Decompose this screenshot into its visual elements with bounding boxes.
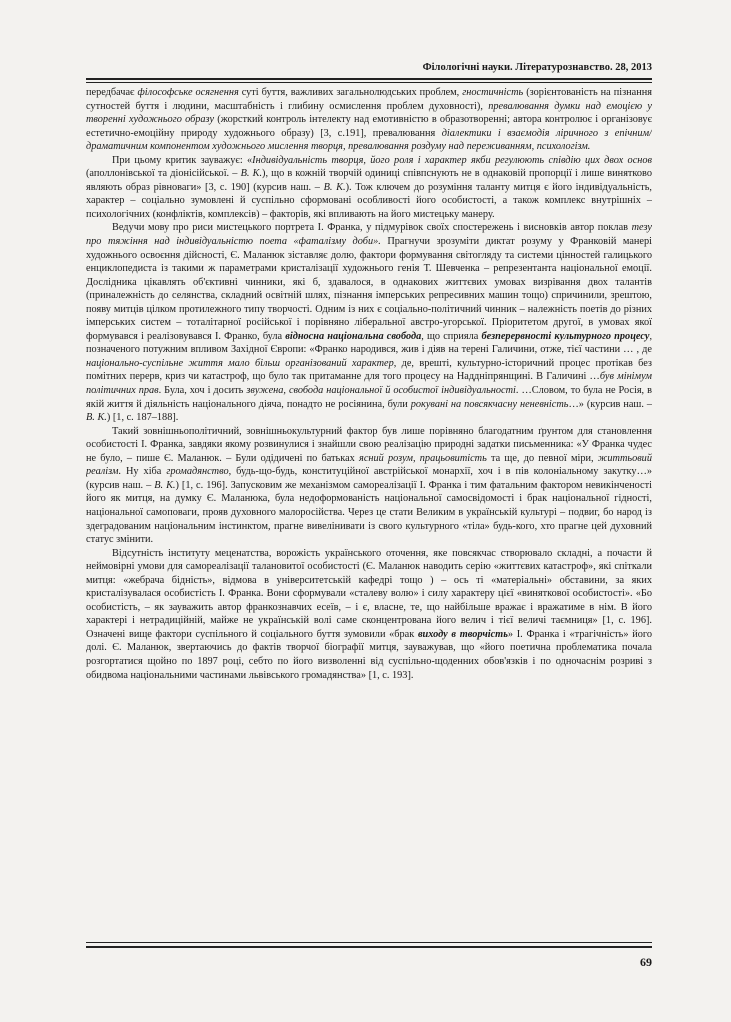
paragraph-5: Відсутність інституту меценатства, ворожість українського оточення, яке повсякчас створювало складні, а почасти й неймовірні умови для самореалізації талановитої особистості (Є. Маланюк наводить серію «життєвих катастроф», які спіткали митця: «жебрача бідність», відмова в університетській кафедрі тощо ) – ось ті «матеріальні» обставини, за яких кристалізувалася особистість І. Франка. Вони сформували «сталеву волю» і силу характеру цієї «виняткової особистості». «Бо особистість, – як зауважить автор франкознавчих есеїв, – і є, власне, те, що найбільше вражає і вражатиме в нім. В його характері і нетрадиційній, майже не українській волі саме сконцентрована його велич і тієї величі таємниця» [1, с. 196]. Означені вище фактори суспільного й соціального буття зумовили «брак виходу в творчість» І. Франка і «трагічність» його долі. Є. Маланюк, звертаючись до фактів творчої біографії митця, зауважував, що «його поетична проблематика почала розгортатися щойно по 1897 році, себто по його визволенні від суспільно-щоденних обов'язків і по одночаснім розриві з обидвома національними частинами львівського громадянства» [1, с. 193]. [86, 547, 652, 681]
emphasis-run: діалектики і взаємодія ліричного з епічним/драматичним компонентом художнього мислення творця, превалювання роздуму над переживанням, психологізм. [86, 127, 652, 153]
emphasis-run: В. К. [154, 479, 176, 491]
paragraph-4: Такий зовнішньополітичний, зовнішньокультурний фактор був лише порівняно благодатним ґрунтом для становлення особистості І. Франка, завдяки якому розвинулися і знайшли свою реалізацію природні задатки письменника: «У Франка чудес не було, – пише Є. Маланюк. – Були одідичені по батьках ясний розум, працьовитість та ще, до певної міри, життьовий реалізм. Ну хіба громадянство, будь-що-будь, конституційної австрійської монархії, хоч і в пів колоніальному закутку…» (курсив наш. – В. К.) [1, с. 196]. Запусковим же механізмом самореалізації І. Франка і тим фатальним фактором невикінченості його як митця, на думку Є. Маланюка, була недоформованість національної самосвідомості і брак національної гідності, національної самоповаги, прояв духовного малоросійства. Через це стати Великим в українській культурі – подвиг, бо народ із здеградованим національним інстинктом, прагне вивелінивати із свого культурного «тіла» будь-кого, хто прагне цей духовний статус змінити. [86, 425, 652, 546]
paragraph-1: передбачає філософське осягнення суті буття, важливих загальнолюдських проблем, гностичність (зорієнтованість на пізнання сутностей буття і людини, масштабність і глибину осмислення проблем духовності), превалювання думки над емоцією у творенні художнього образу (жорсткий контроль інтелекту над емотивністю в образотворенні; автора контролює і організовує естетично-емоційну природу художнього образу) [3, с.191], превалювання діалектики і взаємодія ліричного з епічним/драматичним компонентом художнього мислення творця, превалювання роздуму над переживанням, психологізм. [86, 87, 652, 153]
emphasis-run: превалювання думки над емоцією у творенні художнього образу [86, 100, 652, 126]
header-rule-thick [86, 78, 652, 80]
page-number: 69 [640, 955, 652, 969]
emphasis-run: рокувані на повсякчасну неневність [410, 398, 569, 410]
emphasis-run: був мінімум політичних прав [86, 371, 652, 397]
footer-rule-thin [86, 942, 652, 943]
article-body [86, 86, 652, 936]
emphasis-run: філософське осягнення [137, 87, 239, 98]
emphasis-run: звужена, свобода національної й особистої індивідуальності [246, 385, 516, 397]
header-rule-thin [86, 82, 652, 83]
emphasis-run: громадянство [166, 466, 229, 478]
footer-rule-thick [86, 946, 652, 948]
emphasis-run: національно-суспільне життя мало більш організований характер [86, 357, 394, 369]
emphasis-run: В. К. [86, 412, 107, 424]
emphasis-run: гностичність [462, 87, 524, 98]
paragraph-3: Ведучи мову про риси мистецького портрета І. Франка, у підмурівок своїх спостережень і висновків автор поклав тезу про тяжіння над індивідуальністю поета «фаталізму доби». Прагнучи зрозуміти диктат розуму у Франковій манері художнього освоєння дійсності, Є. Маланюк зіставляє долю, фактори формування світогляду та системи цінностей галицького енциклопедиста із такими ж параметрами кристалізації художнього генія Т. Шевченка – репрезентанта національної емоції. Дослідника цікавлять об'єктивні чинники, які б, здавалося, в однакових життєвих умовах визрівання двох талантів (приналежність до селянства, складний освітній шлях, пізнання імперських репресивних машин тощо) спричинили, зрештою, появу митців цілком протилежного типу творчості. Одним із них є соціально-політичний чинник – належність поетів до різних імперських систем – тоталітарної російської і порівняно ліберальної австро-угорської. Пріоритетом другої, в умовах якої формувався і реалізовувався І. Франко, була відносна національна свобода, що сприяла безперервності культурного процесу, позначеного потужним впливом Західної Європи: «Франко народився, жив і діяв на терені Галичини, отже, тієї частини … , де національно-суспільне життя мало більш організований характер, де, врешті, культурно-історичний процес протікав без помітних перерв, криз чи катастроф, що було так притаманне для того процесу на Наддніпрянщині. В Галичині …був мінімум політичних прав. Була, хоч і досить звужена, свобода національної й особистої індивідуальності. …Словом, то була не Росія, в якій життя й діяльність національного діяча, понадто не росіянина, були рокувані на повсякчасну неневність…» (курсив наш. – В. К.) [1, с. 187–188]. [86, 222, 652, 424]
emphasis-run: безперервності культурного процесу [481, 330, 650, 342]
emphasis-run: відносна національна свобода [285, 330, 422, 342]
running-header: Філологічні науки. Літературознавство. 28, 2013 [422, 62, 652, 73]
emphasis-run: тезу про тяжіння над індивідуальністю поета «фаталізму доби». [86, 222, 652, 248]
emphasis-run: В. К. [323, 181, 346, 193]
emphasis-run: ясний розум, працьовитість [359, 452, 487, 464]
emphasis-run: виходу в творчість [417, 628, 508, 640]
emphasis-run: життьовий реалізм [86, 452, 652, 478]
emphasis-run: В. К. [240, 168, 263, 180]
paragraph-2: При цьому критик зауважує: «Індивідуальність творця, його роля і характер якби регулюють співдію цих двох основ (аполлонівської та діонісійської. – В. К.), що в кожній творчій одиниці співпснують не в однаковій пропорції і лише винятково являють образ рівноваги» [3, с. 190] (курсив наш. – В. К.). Тож ключем до розуміння таланту митця є його індивідуальність, характер – соціально зумовлені й суспільно сформовані особливості його особистості, а також комплекс внутрішніх – психологічних (конфліктів, комплексів) – факторів, які впливають на його мистецьку манеру. [86, 154, 652, 220]
emphasis-run: Індивідуальність творця, його роля і характер якби регулюють співдію цих двох основ [252, 154, 652, 166]
